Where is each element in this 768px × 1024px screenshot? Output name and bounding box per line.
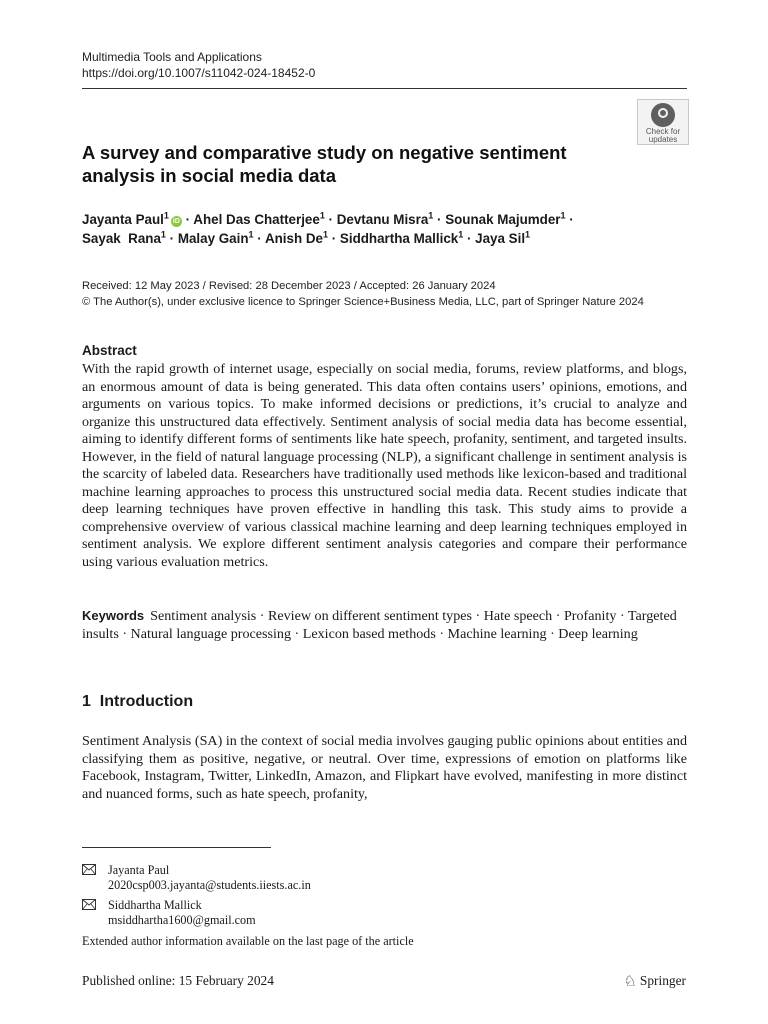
author-name[interactable]: Malay Gain xyxy=(177,231,249,246)
author-name[interactable]: Ahel Das Chatterjee xyxy=(193,212,320,227)
introduction-text: Sentiment Analysis (SA) in the context of social media involves gauging public opinions about entities and classifying them as positive, negative, or neutral. Over time, expressions of emotion on platforms like Facebook, Instagram, Twitter, LinkedIn, Amazon, and Flipkart have evolved, manifesting in more distinct and nuanced forms, such as hate speech, profanity, xyxy=(82,733,687,802)
author-name[interactable]: Siddhartha Mallick xyxy=(339,231,459,246)
author-affiliation: 1 xyxy=(160,229,166,240)
publication-history xyxy=(82,278,702,310)
contact-name: Siddhartha Mallick xyxy=(108,898,202,912)
published-date: Published online: 15 February 2024 xyxy=(82,973,274,988)
corresponding-author-2 xyxy=(108,898,256,927)
received-dates: Received: 12 May 2023 / Revised: 28 December 2023 / Accepted: 26 January 2024 xyxy=(82,280,496,292)
paper-title: A survey and comparative study on negative sentiment analysis in social media data xyxy=(82,142,567,186)
update-icon xyxy=(651,103,675,127)
copyright-line: © The Author(s), under exclusive licence to Springer Science+Business Media, LLC, part of Springer Nature 2024 xyxy=(82,296,644,308)
footnote-rule xyxy=(82,847,271,848)
author-affiliation: 1 xyxy=(319,210,325,221)
author-affiliation: 1 xyxy=(163,210,169,221)
abstract-heading: Abstract xyxy=(82,343,137,358)
author-affiliation: 1 xyxy=(458,229,464,240)
author-name[interactable]: Sayak Rana xyxy=(82,231,161,246)
keywords-list: Sentiment analysis · Review on different sentiment types · Hate speech · Profanity · Targeted insults · Natural language processing · Lexicon based methods · Machine learning · Deep learning xyxy=(82,608,677,642)
journal-name: Multimedia Tools and Applications xyxy=(82,50,262,64)
contact-name: Jayanta Paul xyxy=(108,863,170,877)
envelope-icon xyxy=(82,897,96,915)
author-affiliation: 1 xyxy=(323,229,329,240)
author-affiliation: 1 xyxy=(428,210,434,221)
author-name[interactable]: Anish De xyxy=(264,231,323,246)
journal-header xyxy=(82,49,315,81)
corresponding-author-1 xyxy=(108,863,311,892)
author-name[interactable]: Jaya Sil xyxy=(475,231,526,246)
keywords-label: Keywords xyxy=(82,608,145,623)
author-name[interactable]: Sounak Majumder xyxy=(445,212,561,227)
check-for-updates-badge[interactable] xyxy=(637,99,689,145)
badge-line-2: updates xyxy=(648,135,678,144)
contact-email[interactable]: 2020csp003.jayanta@students.iiests.ac.in xyxy=(108,877,311,892)
author-list: Jayanta Paul$^1$iD · Ahel Das Chatterjee$^1$ · Devtanu Misra$^1$ · Sounak Majumder$^1$ · Sayak Rana$^1$ · Malay Gain$^1$ · Anish $De^1$ · Siddhartha Mallick$^1$ · Jaya Sil$^1$ xyxy=(82,210,574,246)
abstract-text: With the rapid growth of internet usage, especially on social media, forums, review platforms, and blogs, an enormous amount of data is being generated. This data often contains users’ opinions, emotions, and arguments on various topics. To make informed decisions or predictions, it’s crucial to analyze and organize this unstructured data effectively. Sentiment analysis of social media data has become essential, aiming to identify different forms of sentiments like hate speech, profanity, sentiment, and targeted insults. However, in the field of natural language processing (NLP), a significant challenge in sentiment analysis is the scarcity of labeled data. Researchers have traditionally used methods like lexicon-based and traditional machine learning approaches to process this unstructured social media data. Recent studies indicate that deep learning techniques have proven effective in handling this task. This study aims to provide a comprehensive overview of various classical machine learning and deep learning techniques employed in sentiment analysis. We explore different sentiment analysis categories and compare their performance using various evaluation metrics. xyxy=(82,361,687,570)
publisher-name: Springer xyxy=(639,973,686,988)
publisher-logo xyxy=(623,972,686,991)
keywords xyxy=(82,607,687,643)
author-affiliation: 1 xyxy=(560,210,566,221)
orcid-icon[interactable]: iD xyxy=(172,218,180,225)
envelope-icon xyxy=(82,862,96,880)
header-rule xyxy=(82,88,687,89)
section-heading: 1 Introduction xyxy=(82,693,194,710)
author-affiliation: 1 xyxy=(248,229,254,240)
author-name[interactable]: Jayanta Paul xyxy=(82,212,164,227)
contact-email[interactable]: msiddhartha1600@gmail.com xyxy=(108,912,256,927)
author-name[interactable]: Devtanu Misra xyxy=(336,212,429,227)
springer-horse-icon: ♘ xyxy=(623,974,637,990)
author-affiliation: 1 xyxy=(525,229,531,240)
badge-line-1: Check for xyxy=(645,127,681,136)
doi-link[interactable]: https://doi.org/10.1007/s11042-024-18452-0 xyxy=(82,66,316,80)
extended-author-info: Extended author information available on the last page of the article xyxy=(82,934,414,948)
